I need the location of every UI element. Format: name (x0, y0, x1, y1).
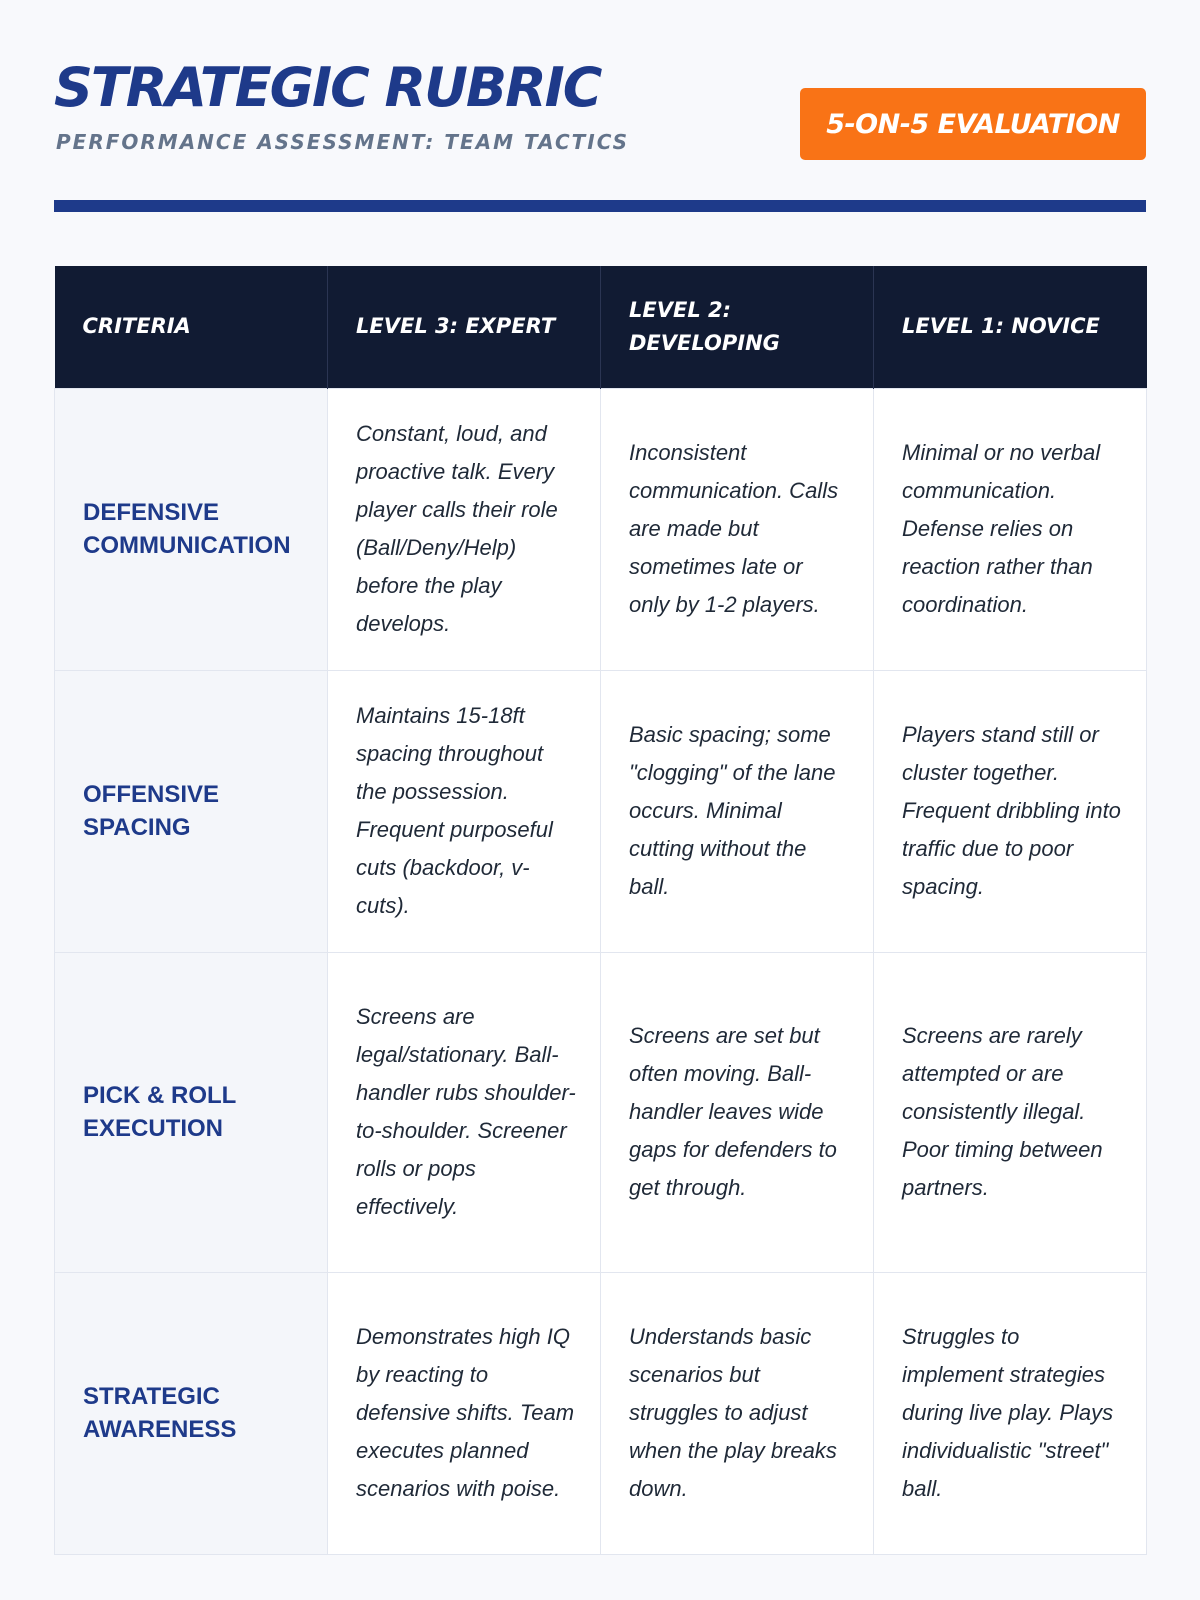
evaluation-badge: 5-ON-5 EVALUATION (800, 88, 1146, 160)
column-header-novice: LEVEL 1: NOVICE (874, 266, 1147, 388)
novice-cell: Struggles to implement strategies during live play. Plays individualistic "street" ball. (874, 1272, 1147, 1554)
header-divider (54, 200, 1146, 212)
column-header-criteria: CRITERIA (55, 266, 328, 388)
page-title: STRATEGIC RUBRIC (54, 56, 601, 119)
rubric-table-header (55, 266, 1147, 388)
novice-cell: Minimal or no verbal communication. Defense relies on reaction rather than coordination. (874, 388, 1147, 670)
rubric-table-body (55, 388, 1147, 1554)
developing-cell: Screens are set but often moving. Ball-handler leaves wide gaps for defenders to get through. (601, 952, 874, 1272)
expert-cell: Constant, loud, and proactive talk. Every player calls their role (Ball/Deny/Help) before the play develops. (328, 388, 601, 670)
novice-cell: Players stand still or cluster together. Frequent dribbling into traffic due to poor spacing. (874, 670, 1147, 952)
expert-cell: Screens are legal/stationary. Ball-handler rubs shoulder-to-shoulder. Screener rolls or pops effectively. (328, 952, 601, 1272)
developing-cell: Basic spacing; some "clogging" of the lane occurs. Minimal cutting without the ball. (601, 670, 874, 952)
rubric-table (54, 266, 1147, 1555)
novice-cell: Screens are rarely attempted or are consistently illegal. Poor timing between partners. (874, 952, 1147, 1272)
table-row (55, 670, 1147, 952)
criteria-cell: STRATEGIC AWARENESS (55, 1272, 328, 1554)
table-row (55, 952, 1147, 1272)
column-header-expert: LEVEL 3: EXPERT (328, 266, 601, 388)
developing-cell: Understands basic scenarios but struggles to adjust when the play breaks down. (601, 1272, 874, 1554)
criteria-cell: PICK & ROLL EXECUTION (55, 952, 328, 1272)
table-row (55, 388, 1147, 670)
expert-cell: Demonstrates high IQ by reacting to defensive shifts. Team executes planned scenarios with poise. (328, 1272, 601, 1554)
page-subtitle: PERFORMANCE ASSESSMENT: TEAM TACTICS (56, 130, 630, 154)
developing-cell: Inconsistent communication. Calls are made but sometimes late or only by 1-2 players. (601, 388, 874, 670)
criteria-cell: OFFENSIVE SPACING (55, 670, 328, 952)
expert-cell: Maintains 15-18ft spacing throughout the possession. Frequent purposeful cuts (backdoor, v-cuts). (328, 670, 601, 952)
rubric-table-wrapper (54, 266, 1146, 1555)
table-row (55, 1272, 1147, 1554)
column-header-developing: LEVEL 2: DEVELOPING (601, 266, 874, 388)
page-header (54, 54, 1146, 200)
header-row (55, 266, 1147, 388)
criteria-cell: DEFENSIVE COMMUNICATION (55, 388, 328, 670)
